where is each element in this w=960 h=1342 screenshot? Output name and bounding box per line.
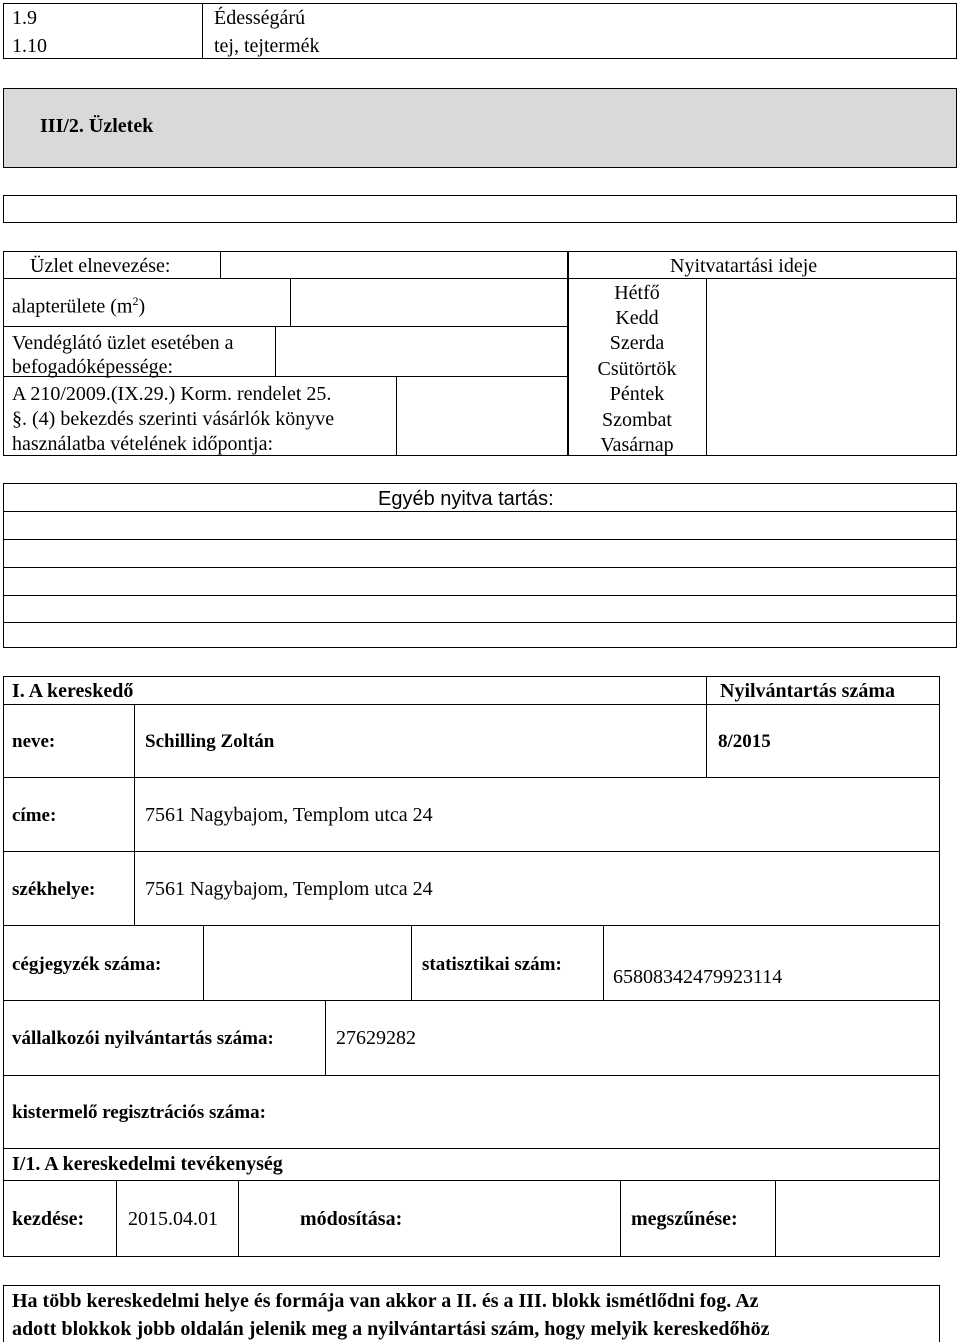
product-table-divider	[202, 3, 203, 59]
seat-label: székhelye:	[12, 879, 96, 900]
product-row-label: tej, tejtermék	[214, 35, 320, 57]
start-date-value: 2015.04.01	[128, 1208, 218, 1230]
day-tuesday: Kedd	[615, 307, 659, 329]
registration-header: Nyilvántartás száma	[720, 680, 895, 702]
note-text: Ha több kereskedelmi helye és formája van akkor a II. és a III. blokk ismétlődni fog. Az	[12, 1290, 759, 1312]
name-label: neve:	[12, 731, 56, 752]
statistical-number-label: statisztikai szám:	[422, 954, 562, 975]
capacity-label: Vendéglátó üzlet esetében a	[12, 332, 234, 354]
store-area-label: alapterülete $(m^2)$	[12, 294, 146, 318]
modified-date-label: módosítása:	[300, 1208, 403, 1230]
day-monday: Hétfő	[614, 282, 660, 304]
other-hours-label: Egyéb nyitva tartás:	[378, 488, 554, 510]
company-reg-label: cégjegyzék száma:	[12, 954, 162, 975]
store-name-label: Üzlet elnevezése:	[30, 255, 171, 277]
address-value: 7561 Nagybajom, Templom utca 24	[145, 804, 433, 826]
day-wednesday: Szerda	[609, 332, 665, 354]
empty-row-box	[3, 195, 957, 223]
capacity-label: befogadóképessége:	[12, 356, 174, 378]
section-title: III/2. Üzletek	[40, 115, 154, 137]
customer-book-label: A 210/2009.(IX.29.) Korm. rendelet 25.	[12, 383, 332, 405]
activity-title: I/1. A kereskedelmi tevékenység	[12, 1153, 283, 1175]
customer-book-label: használatba vételének időpontja:	[12, 433, 274, 455]
customer-book-label: §. (4) bekezdés szerinti vásárlók könyve	[12, 408, 335, 430]
statistical-number-value: 65808342479923114	[613, 966, 783, 988]
opening-hours-header: Nyitvatartási ideje	[670, 255, 818, 277]
end-date-label: megszűnése:	[631, 1208, 738, 1230]
product-row-num: 1.10	[12, 35, 47, 57]
product-table	[3, 3, 957, 59]
name-value: Schilling Zoltán	[145, 731, 275, 752]
registration-number: 8/2015	[718, 731, 771, 752]
note-text: adott blokkok jobb oldalán jelenik meg a nyilvántartási szám, hogy melyik kereskedőhöz	[12, 1318, 770, 1340]
merchant-title: I. A kereskedő	[12, 680, 134, 702]
day-friday: Péntek	[609, 383, 665, 405]
day-sunday: Vasárnap	[600, 434, 674, 456]
product-row-label: Édességárú	[214, 7, 306, 29]
address-label: címe:	[12, 805, 57, 826]
entrepreneur-reg-value: 27629282	[336, 1027, 416, 1049]
day-thursday: Csütörtök	[597, 358, 677, 380]
entrepreneur-reg-label: vállalkozói nyilvántartás száma:	[12, 1028, 274, 1049]
smallholder-reg-label: kistermelő regisztrációs száma:	[12, 1102, 266, 1123]
start-date-label: kezdése:	[12, 1208, 85, 1230]
seat-value: 7561 Nagybajom, Templom utca 24	[145, 878, 433, 900]
day-saturday: Szombat	[602, 409, 672, 431]
product-row-num: 1.9	[12, 7, 37, 29]
